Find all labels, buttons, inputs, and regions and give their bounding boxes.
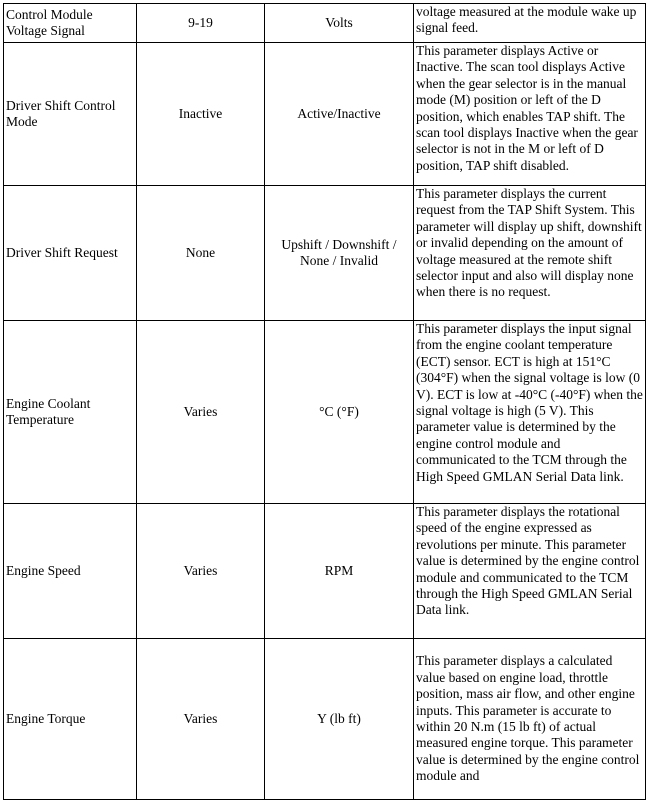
typical-value-cell: Varies xyxy=(137,321,265,504)
parameter-name-cell: Engine Torque xyxy=(4,639,137,800)
description-cell: This parameter displays the current request from the TAP Shift System. This parameter will display up shift, downshift or invalid depending on the amount of voltage measured at the remote shift selector input and also will display none when there is no request. xyxy=(414,186,646,321)
description-cell: This parameter displays the input signal from the engine coolant temperature (ECT) sensor. ECT is high at 151°C (304°F) when the signal voltage is low (0 V). ECT is low at -40°C (-40°F) when the signal voltage is high (5 V). This parameter value is determined by the engine control module and communicated to the TCM through the High Speed GMLAN Serial Data link. xyxy=(414,321,646,504)
table-row xyxy=(4,504,646,639)
parameter-name-cell: Control Module Voltage Signal xyxy=(4,4,137,43)
table-row xyxy=(4,321,646,504)
units-cell: °C (°F) xyxy=(265,321,414,504)
parameter-name-cell: Driver Shift Request xyxy=(4,186,137,321)
units-cell: Upshift / Downshift / None / Invalid xyxy=(265,186,414,321)
parameter-name-cell: Engine Coolant Temperature xyxy=(4,321,137,504)
typical-value-cell: Varies xyxy=(137,504,265,639)
units-cell: Active/Inactive xyxy=(265,43,414,186)
table-row xyxy=(4,4,646,43)
parameter-name-cell: Engine Speed xyxy=(4,504,137,639)
units-cell: Volts xyxy=(265,4,414,43)
table-row xyxy=(4,186,646,321)
description-cell: This parameter displays a calculated value based on engine load, throttle position, mass air flow, and other engine inputs. This parameter is accurate to within 20 N.m (15 lb ft) of actual measured engine torque. This parameter value is determined by the engine control module and xyxy=(414,639,646,800)
description-cell: This parameter displays the rotational speed of the engine expressed as revolutions per minute. This parameter value is determined by the engine control module and communicated to the TCM through the High Speed GMLAN Serial Data link. xyxy=(414,504,646,639)
description-cell: This parameter displays Active or Inactive. The scan tool displays Active when the gear selector is in the manual mode (M) position or left of the D position, which enables TAP shift. The scan tool displays Inactive when the gear selector is not in the M or left of D position, TAP shift disabled. xyxy=(414,43,646,186)
typical-value-cell: Inactive xyxy=(137,43,265,186)
description-cell: voltage measured at the module wake up signal feed. xyxy=(414,4,646,43)
units-cell: Y (lb ft) xyxy=(265,639,414,800)
document-page xyxy=(3,3,646,800)
typical-value-cell: 9-19 xyxy=(137,4,265,43)
parameter-name-cell: Driver Shift Control Mode xyxy=(4,43,137,186)
scan-tool-data-table xyxy=(3,3,646,800)
table-row xyxy=(4,43,646,186)
units-cell: RPM xyxy=(265,504,414,639)
table-row xyxy=(4,639,646,800)
typical-value-cell: None xyxy=(137,186,265,321)
typical-value-cell: Varies xyxy=(137,639,265,800)
